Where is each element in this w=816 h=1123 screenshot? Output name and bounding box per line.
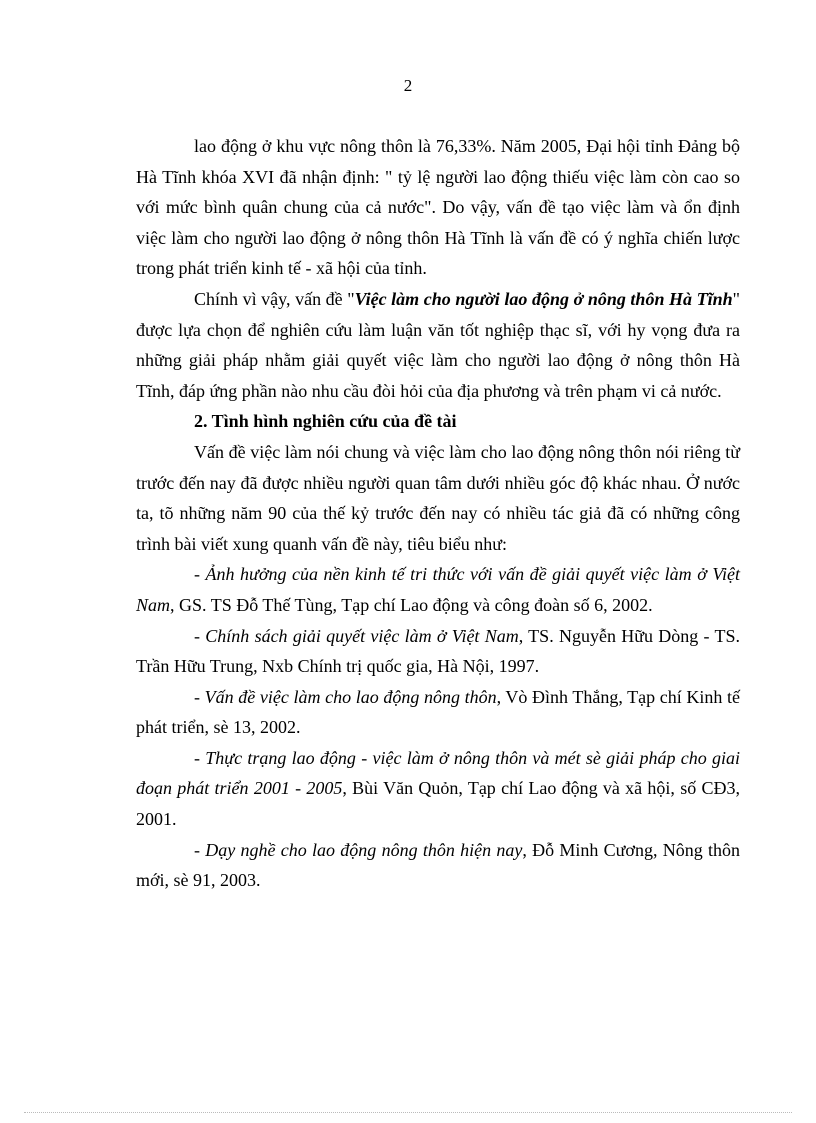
document-body	[136, 131, 740, 896]
section-heading: 2. Tình hình nghiên cứu của đề tài	[194, 411, 457, 432]
reference-title: Vấn đề việc làm cho lao động nông thôn	[204, 686, 497, 707]
page-number: 2	[403, 76, 413, 95]
reference-dash: -	[194, 564, 206, 585]
thesis-title: Việc làm cho người lao động ở nông thôn Hà Tĩnh	[354, 288, 733, 309]
paragraph-research-overview: Vấn đề việc làm nói chung và việc làm cho lao động nông thôn nói riêng từ trước đến nay đã được nhiều người quan tâm dưới nhiều góc độ khác nhau. Ở nước ta, tõ những năm 90 của thế kỷ trước đến nay có nhiều tác giả đã có những công trình bài viết xung quanh vấn đề này, tiêu biểu như:	[136, 441, 740, 554]
reference-dash: -	[194, 686, 205, 707]
topic-intro-text: Chính vì vậy, vấn đề "	[194, 288, 355, 309]
reference-title: Chính sách giải quyết việc làm ở Việt Nam	[205, 625, 519, 646]
reference-details: , GS. TS Đỗ Thế Tùng, Tạp chí Lao động và công đoàn số 6, 2002.	[170, 594, 653, 615]
reference-dash: -	[194, 747, 206, 768]
reference-title: Thực trạng lao động - việc làm ở nông thôn và mét sè giải pháp cho giai đoạn phát triển 2001 - 2005	[136, 747, 740, 799]
reference-details: , Vò Đình Thắng, Tạp chí Kinh tế phát triển, sè 13, 2002.	[136, 686, 740, 738]
topic-rest-text: " được lựa chọn để nghiên cứu làm luận văn tốt nghiệp thạc sĩ, với hy vọng đưa ra những giải pháp nhằm giải quyết việc làm cho người lao động ở nông thôn Hà Tĩnh, đáp ứng phần nào nhu cầu đòi hỏi của địa phương và trên phạm vi cả nước.	[136, 288, 741, 401]
reference-item	[136, 743, 740, 835]
reference-dash: -	[194, 839, 206, 860]
reference-dash: -	[194, 625, 206, 646]
reference-details: , TS. Nguyễn Hữu Dòng - TS. Trần Hữu Trung, Nxb Chính trị quốc gia, Hà Nội, 1997.	[136, 625, 741, 677]
reference-item	[136, 835, 740, 896]
reference-details: , Đỗ Minh Cương, Nông thôn mới, sè 91, 2003.	[136, 839, 740, 891]
reference-item	[136, 682, 740, 743]
paragraph-thesis-topic	[136, 284, 740, 406]
page-bottom-divider	[24, 1112, 792, 1113]
paragraph-labor-statistics: lao động ở khu vực nông thôn là 76,33%. Năm 2005, Đại hội tỉnh Đảng bộ Hà Tĩnh khóa XVI đã nhận định: " tỷ lệ người lao động thiếu việc làm còn cao so với mức bình quân chung của cả nước". Do vậy, vấn đề tạo việc làm và ổn định việc làm cho người lao động ở nông thôn Hà Tĩnh là vấn đề có ý nghĩa chiến lược trong phát triển kinh tế - xã hội của tỉnh.	[136, 136, 740, 279]
reference-details: , Bùi Văn Quỏn, Tạp chí Lao động và xã hội, số CĐ3, 2001.	[136, 778, 740, 830]
reference-item	[136, 559, 740, 620]
reference-title: Ảnh hưởng của nền kinh tế tri thức với vấn đề giải quyết việc làm ở Việt Nam	[136, 564, 740, 615]
reference-title: Dạy nghề cho lao động nông thôn hiện nay	[205, 839, 523, 860]
reference-item	[136, 621, 740, 682]
